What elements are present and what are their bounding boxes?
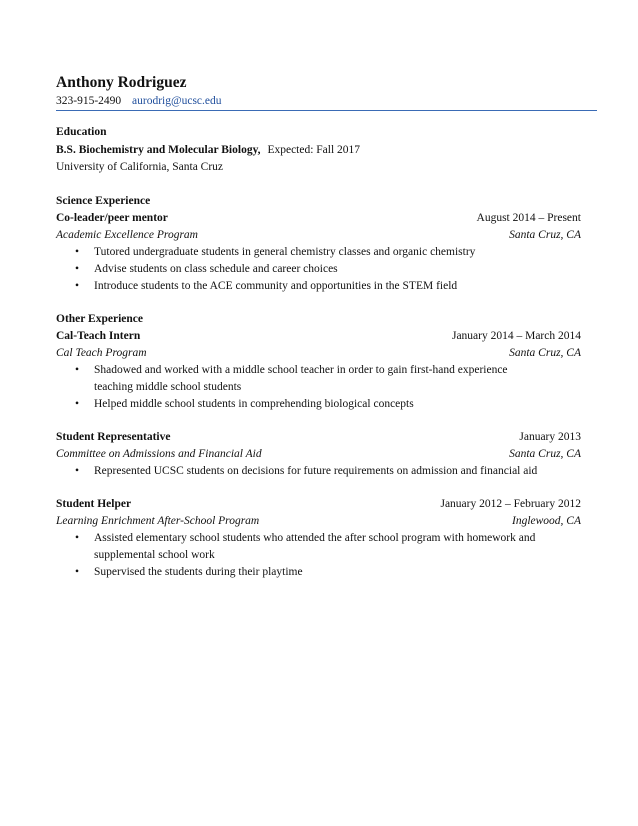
job-role: Student Representative (56, 431, 171, 443)
other-heading: Other Experience (56, 313, 143, 325)
bullet-text-continued: supplemental school work (94, 549, 215, 561)
bullet-dot: • (75, 280, 80, 292)
job-role: Cal-Teach Intern (56, 330, 141, 342)
bullet-text: Helped middle school students in comprehending biological concepts (94, 398, 414, 410)
science-org: Academic Excellence Program (56, 229, 198, 241)
bullet-text: Advise students on class schedule and career choices (94, 263, 338, 275)
bullet-dot: • (75, 364, 80, 376)
science-role: Co-leader/peer mentor (56, 212, 168, 224)
contact-line (56, 95, 222, 107)
job-location: Santa Cruz, CA (509, 347, 581, 359)
header-divider (56, 110, 597, 111)
bullet-dot: • (75, 465, 80, 477)
job-location: Santa Cruz, CA (509, 448, 581, 460)
science-location: Santa Cruz, CA (509, 229, 581, 241)
job-location: Inglewood, CA (512, 515, 581, 527)
email-link[interactable]: aurodrig@ucsc.edu (132, 95, 222, 107)
bullet-dot: • (75, 246, 80, 258)
science-heading: Science Experience (56, 195, 151, 207)
bullet-dot: • (75, 263, 80, 275)
job-org: Cal Teach Program (56, 347, 147, 359)
school-name: University of California, Santa Cruz (56, 161, 224, 173)
job-role: Student Helper (56, 498, 132, 510)
degree-title: B.S. Biochemistry and Molecular Biology, (56, 144, 261, 156)
bullet-dot: • (75, 566, 80, 578)
job-dates: January 2014 – March 2014 (451, 330, 581, 342)
science-dates: August 2014 – Present (476, 212, 581, 224)
candidate-name: Anthony Rodriguez (56, 74, 187, 91)
phone-number: 323-915-2490 (56, 95, 122, 107)
bullet-text: Assisted elementary school students who attended the after school program with homework and (94, 532, 536, 544)
education-heading: Education (56, 126, 107, 138)
bullet-text: Tutored undergraduate students in general chemistry classes and organic chemistry (94, 246, 476, 258)
bullet-text-continued: teaching middle school students (94, 381, 242, 393)
bullet-text: Supervised the students during their playtime (94, 566, 303, 578)
job-dates: January 2013 (519, 431, 581, 443)
degree-line (56, 144, 360, 156)
bullet-text: Shadowed and worked with a middle school teacher in order to gain first-hand experience (94, 364, 508, 376)
bullet-text: Represented UCSC students on decisions for future requirements on admission and financial aid (94, 465, 538, 477)
job-org: Learning Enrichment After-School Program (56, 515, 260, 527)
expected-graduation: Expected: Fall 2017 (267, 144, 361, 156)
bullet-dot: • (75, 398, 80, 410)
job-dates: January 2012 – February 2012 (440, 498, 581, 510)
bullet-text: Introduce students to the ACE community and opportunities in the STEM field (94, 280, 458, 292)
bullet-dot: • (75, 532, 80, 544)
job-org: Committee on Admissions and Financial Aid (56, 448, 262, 460)
